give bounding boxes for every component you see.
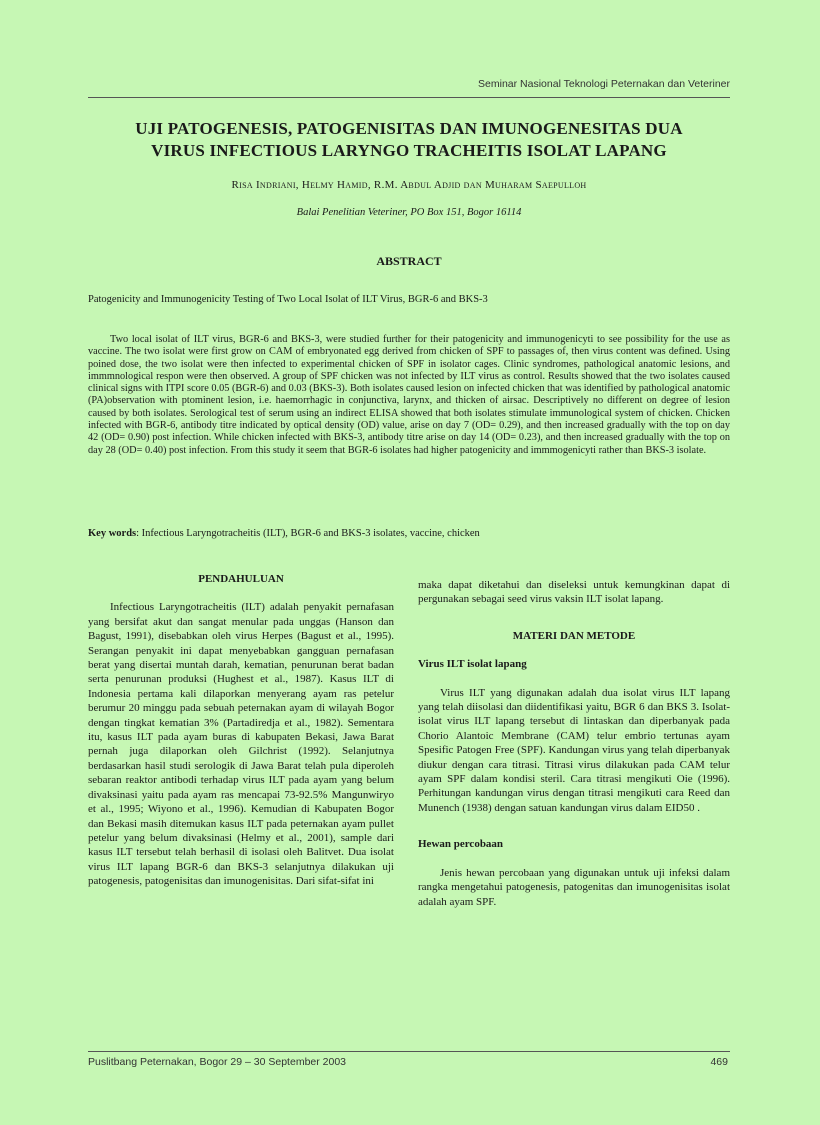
left-column xyxy=(88,572,394,889)
keywords-text: : Infectious Laryngotracheitis (ILT), BGR-6 and BKS-3 isolates, vaccine, chicken xyxy=(136,528,480,539)
abstract-body: Two local isolat of ILT virus, BGR-6 and BKS-3, were studied further for their patogenicity and immunogenicyti to see possibility for the use as vaccine. The two isolat were first grow on CAM of embryonated egg derived from chicken of SPF to passages of, then virus content was defined. Using poined dose, the two isolat were then infected to experimental chicken of SPF in isolator cages. Clinic syndromes, pathological anatomic lesions, and immmnological respon were then observed. A group of SPF chicken was not infected by ILT virus as control. Results showed that the two isolates caused clinical signs with ITPI score 0.05 (BGR-6) and 0.03 (BKS-3). Both isolates caused lesion on infected chicken that was identified by pathological anatomic (PA)observation with ptominent lesion, i.e. haemorrhagic in conjunctiva, larynx, and thicken of airsac. Descriptively no different on degree of lesion caused by both isolates. Serological test of serum using an indirect ELISA showed that both isolates stimulate immunological system of chicken. Chicken infected with BGR-6, antibody titre indicated by optical density (OD) value, arise on day 7 (OD= 0.29), and then increased gradually with the top on day 42 (OD= 0.90) post infection. While chicken infected with BKS-3, antibody titre arise on day 14 (OD= 0.23), and then increased gradually with the top on day 28 (OD= 0.40) post infection. From this study it seem that BGR-6 isolates had higher patogenicity and immmogenicyti rather than BKS-3 isolate. xyxy=(88,334,730,456)
footer-conference: Puslitbang Peternakan, Bogor 29 – 30 September 2003 xyxy=(88,1056,347,1068)
running-head: Seminar Nasional Teknologi Peternakan dan Veteriner xyxy=(478,78,730,90)
virus-paragraph: Virus ILT yang digunakan adalah dua isolat virus ILT lapang yang telah diisolasi dan diidentifikasi yaitu, BGR 6 dan BKS 3. Isolat-isolat virus ILT lapang tersebut di lintaskan dan diperbanyak pada Chorio Alantoic Membrane (CAM) telur embrio tertunas ayam Spesific Patogen Free (SPF). Kandungan virus yang telah diperbanyak diukur dengan cara titrasi. Titrasi virus dilakukan pada CAM telur ayam SPF dalam kondisi steril. Cara titrasi mengikuti Oie (1996). Perhitungan kandungan virus dengan titrasi mengikuti cara Reed dan Munench (1938) dengan satuan kandungan virus dalam EID50 . xyxy=(418,686,730,814)
hewan-paragraph: Jenis hewan percobaan yang digunakan untuk uji infeksi dalam rangka mengetahui patogenesis, patogenitas dan imunogenisitas isolat adalah ayam SPF. xyxy=(418,866,730,908)
section-heading-materi: MATERI DAN METODE xyxy=(512,629,636,642)
abstract-subtitle: Patogenicity and Immunogenicity Testing of Two Local Isolat of ILT Virus, BGR-6 and BKS-3 xyxy=(88,294,488,305)
intro-paragraph: Infectious Laryngotracheitis (ILT) adalah penyakit pernafasan yang bersifat akut dan sangat menular pada unggas (Hanson dan Bagust, 1991), disebabkan oleh virus Herpes (Bagust et al., 1995). Serangan penyakit ini dapat menyebabkan gangguan pernafasan berat yang disertai muntah darah, kematian, penurunan berat badan serta penurunan produksi (Hughest et al., 1987). Kasus ILT di Indonesia pertama kali dilaporkan menyerang ayam ras petelur berumur 20 minggu pada sebuah peternakan ayam di wilayah Bogor dengan tingkat kematian 3% (Partadiredja et al., 1982). Sementara itu, kasus ILT pada ayam buras di kabupaten Bekasi, Jawa Barat pernah juga dilaporkan oleh Gilchrist (1992). Selanjutnya berdasarkan hasil studi serologik di Jawa Barat telah pula diperoleh sebaran reaktor antibodi terhadap virus ILT pada ayam yang belum divaksinasi yaitu pada ayam ras mencapai 73-92.5% Mangunwiryo et al., 1995; Wiyono et al., 1996). Kemudian di Kabupaten Bogor dan Bekasi masih ditemukan kasus ILT pada peternakan ayam pullet petelur yang belum divaksinasi (Helmy et al., 2001), sample dari kasus ILT tersebut telah berhasil di isolasi oleh Balitvet. Dua isolat virus ILT lapang BGR-6 dan BKS-3 selanjutnya dilakukan uji patogenesis, patogenisitas dan imunogenisitas. Dari sifat-sifat ini xyxy=(88,601,394,888)
keywords xyxy=(88,528,730,539)
keywords-label: Key words xyxy=(88,528,137,539)
subheading-hewan: Hewan percobaan xyxy=(418,838,504,851)
affiliation: Balai Penelitian Veteriner, PO Box 151, Bogor 16114 xyxy=(296,207,522,218)
article-title xyxy=(88,118,730,162)
section-heading-pendahuluan: PENDAHULUAN xyxy=(198,573,284,585)
abstract-heading: ABSTRACT xyxy=(376,254,442,268)
header-rule xyxy=(88,97,730,98)
intro-continuation: maka dapat diketahui dan diseleksi untuk kemungkinan dapat di pergunakan sebagai seed virus vaksin ILT isolat lapang. xyxy=(418,579,730,606)
author-list: Risa Indriani, Helmy Hamid, R.M. Abdul Adjid dan Muharam Saepulloh xyxy=(231,179,587,191)
page-number: 469 xyxy=(710,1056,728,1068)
footer-rule xyxy=(88,1051,730,1052)
title-line-2: VIRUS INFECTIOUS LARYNGO TRACHEITIS ISOLAT LAPANG xyxy=(151,141,667,160)
title-line-1: UJI PATOGENESIS, PATOGENISITAS DAN IMUNOGENESITAS DUA xyxy=(135,119,683,138)
subheading-virus: Virus ILT isolat lapang xyxy=(418,658,527,671)
right-column xyxy=(418,578,730,909)
